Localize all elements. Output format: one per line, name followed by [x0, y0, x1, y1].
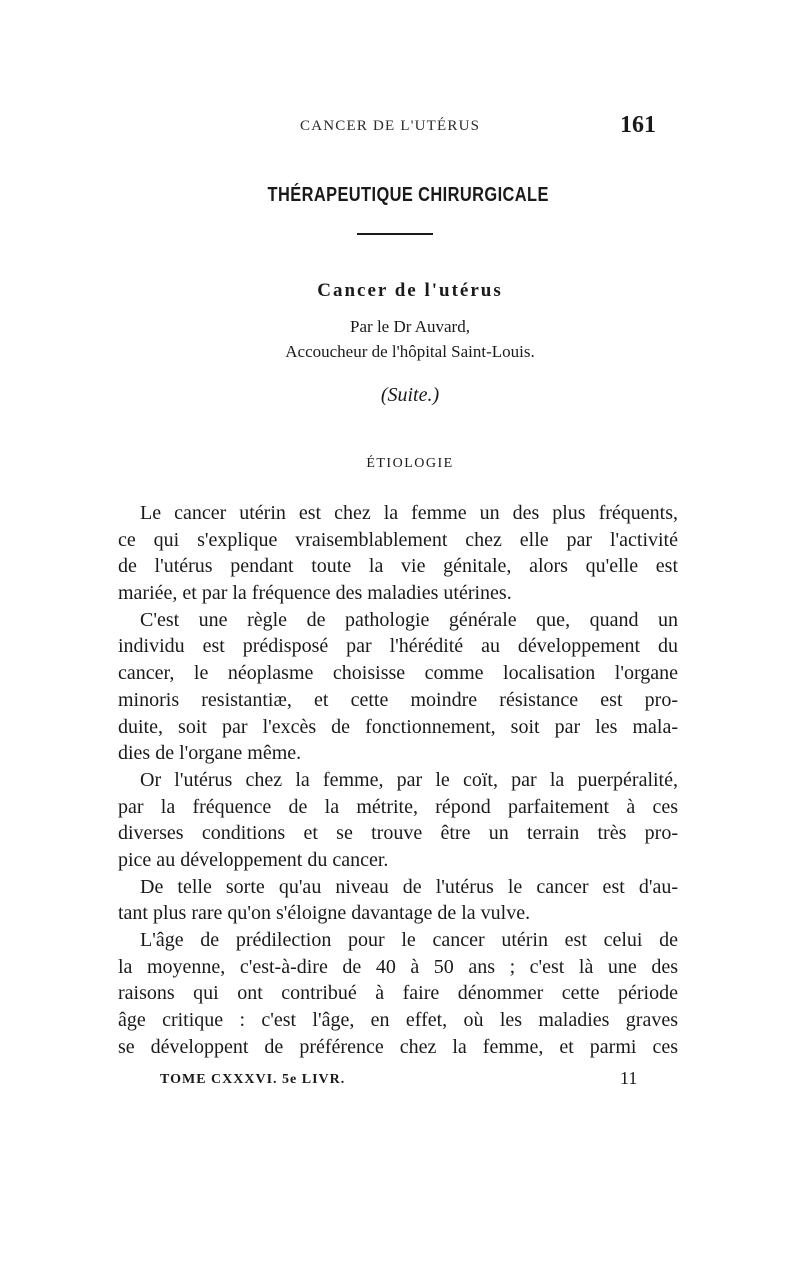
text-line: pice au développement du cancer. [118, 848, 389, 871]
text-line: L'âge de prédilection pour le cancer utérin est celui de [140, 929, 678, 951]
text-line: tant plus rare qu'on s'éloigne davantage de la vulve. [118, 902, 531, 925]
text-line: la moyenne, c'est-à-dire de 40 à 50 ans ; c'est là une des [118, 955, 678, 978]
text-line: mariée, et par la fréquence des maladies utérines. [118, 582, 512, 605]
running-head: CANCER DE L'UTÉRUS [300, 118, 481, 134]
continued-note: (Suite.) [380, 384, 440, 406]
footer-signature: 11 [620, 1068, 638, 1088]
text-line: cancer, le néoplasme choisisse comme localisation l'organe [118, 662, 678, 685]
footer-volume: TOME CXXXVI. 5e LIVR. [160, 1072, 346, 1087]
page-number: 161 [620, 112, 656, 138]
text-line: De telle sorte qu'au niveau de l'utérus le cancer est d'au- [140, 875, 678, 898]
text-line: duite, soit par l'excès de fonctionnement, soit par les mala- [118, 715, 678, 738]
body-text [118, 500, 678, 1060]
author-line: Par le Dr Auvard, [350, 317, 470, 336]
affiliation-line: Accoucheur de l'hôpital Saint-Louis. [285, 342, 535, 361]
text-line: âge critique : c'est l'âge, en effet, où les maladies graves [118, 1009, 678, 1032]
text-line: C'est une règle de pathologie générale que, quand un [140, 608, 678, 631]
article-title: Cancer de l'utérus [317, 280, 503, 301]
title-rule [357, 233, 433, 235]
text-line: Or l'utérus chez la femme, par le coït, par la puerpéralité, [140, 768, 678, 791]
text-line: diverses conditions et se trouve être un terrain très pro- [118, 822, 678, 845]
text-line: ce qui s'explique vraisemblablement chez elle par l'activité [118, 528, 678, 551]
text-line: se développent de préférence chez la femme, et parmi ces [118, 1035, 678, 1058]
section-title: THÉRAPEUTIQUE CHIRURGICALE [267, 184, 549, 206]
text-line: de l'utérus pendant toute la vie génitale, alors qu'elle est [118, 555, 678, 578]
text-line: Le cancer utérin est chez la femme un des plus fréquents, [140, 502, 678, 524]
subheading-etiologie: ÉTIOLOGIE [366, 456, 454, 471]
text-line: par la fréquence de la métrite, répond parfaitement à ces [118, 795, 678, 818]
text-line: minoris resistantiæ, et cette moindre résistance est pro- [118, 688, 678, 711]
text-line: dies de l'organe même. [118, 742, 302, 765]
text-line: raisons qui ont contribué à faire dénommer cette période [118, 982, 678, 1005]
text-line: individu est prédisposé par l'hérédité au développement du [118, 635, 678, 658]
